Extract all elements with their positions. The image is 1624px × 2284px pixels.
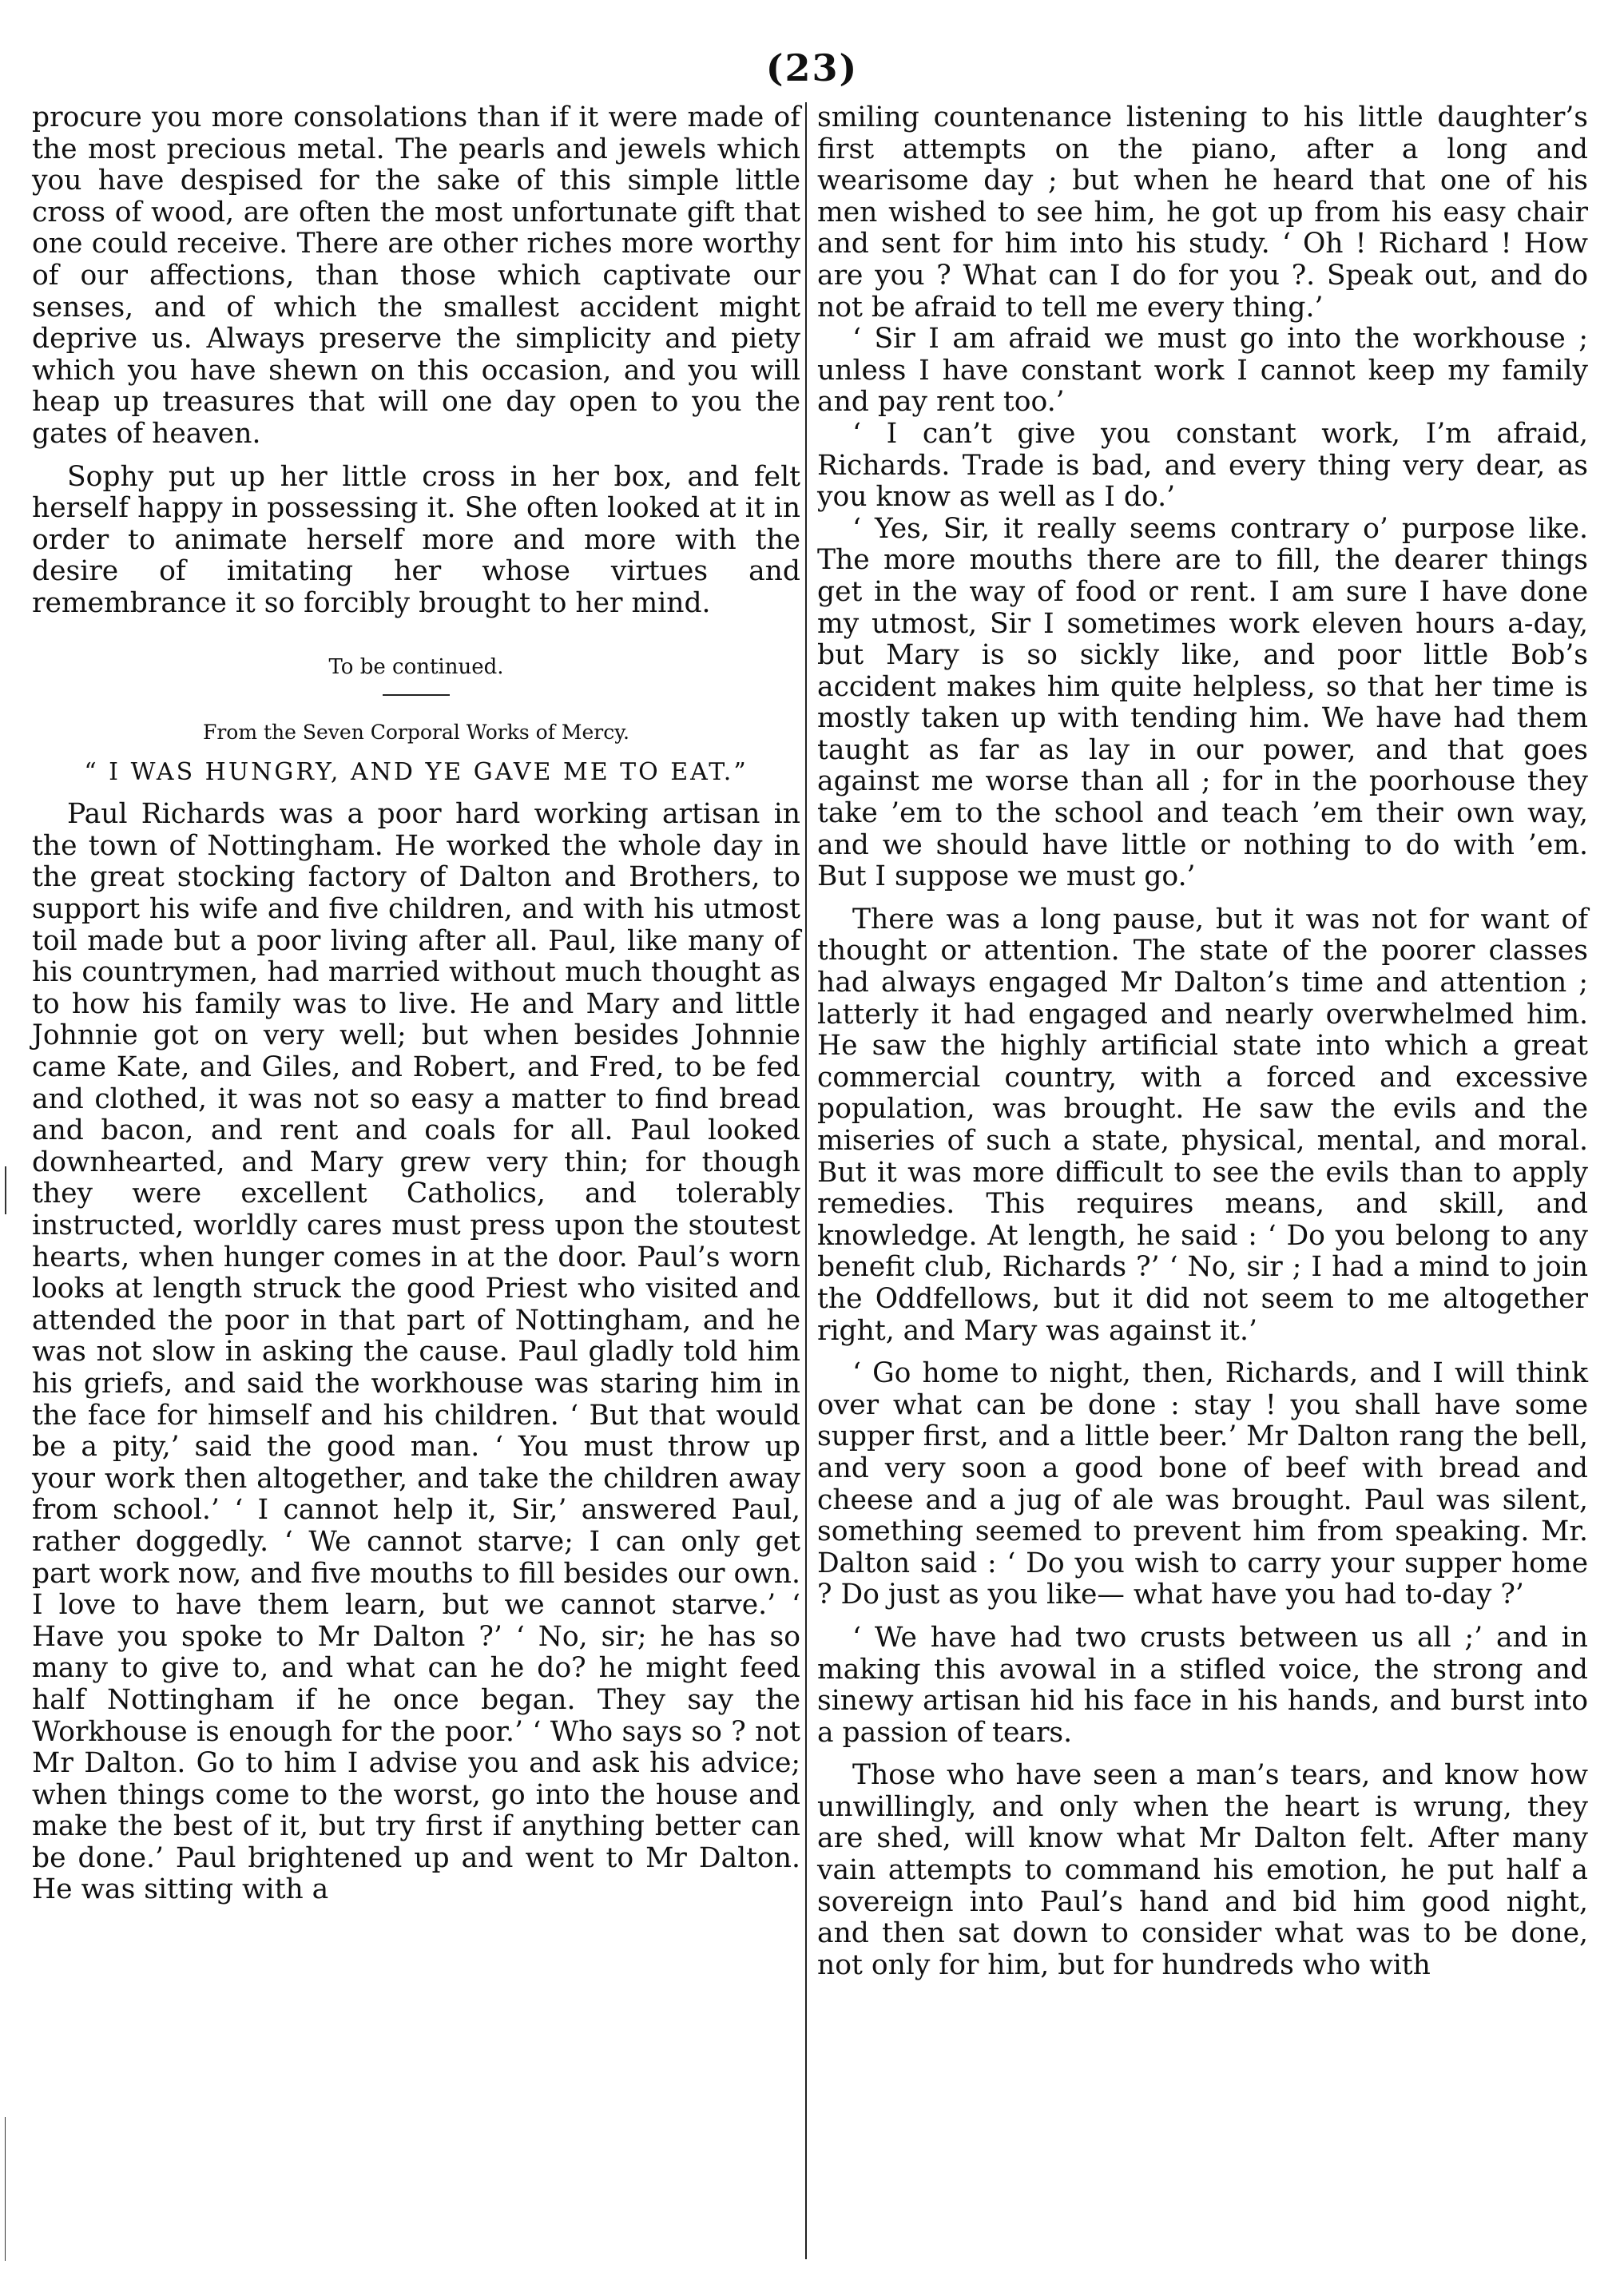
paragraph: ‘ Sir I am afraid we must go into the workhouse ; unless I have constant work I cannot keep my family and pay rent too.’ [817, 323, 1588, 419]
paragraph: ‘ Go home to night, then, Richards, and I will think over what can be done : stay ! you shall have some supper first, and a little beer.’ Mr Dalton rang the bell, and very soon a good bone of beef with bread and cheese and a jug of ale was brought. Paul was silent, something seemed to prevent him from speaking. Mr. Dalton said : ‘ Do you wish to carry your supper home ? Do just as you like— what have you had to-day ?’ [817, 1357, 1588, 1611]
article-headline: “ I WAS HUNGRY, AND YE GAVE ME TO EAT.” [84, 757, 748, 786]
paragraph: Sophy put up her little cross in her box, and felt herself happy in possessing it. She often looked at it in order to animate herself more and more with the desire of imitating her whose virtues and remembrance it so forcibly brought to her mind. [32, 460, 800, 619]
paragraph: ‘ I can’t give you constant work, I’m afraid, Richards. Trade is bad, and every thing very dear, as you know as well as I do.’ [817, 417, 1588, 514]
paragraph: Those who have seen a man’s tears, and know how unwillingly, and only when the heart is wrung, they are shed, will know what Mr Dalton felt. After many vain attempts to command his emotion, he put half a sovereign into Paul’s hand and bid him good night, and then sat down to consider what was to be done, not only for him, but for hundreds who with [817, 1759, 1588, 1981]
left-edge-mark-lower [5, 2117, 6, 2261]
section-divider [383, 694, 450, 696]
paragraph: ‘ We have had two crusts between us all ;’ and in making this avowal in a stifled voice, the strong and sinewy artisan hid his face in his hands, and burst into a passion of tears. [817, 1621, 1588, 1749]
right-column [817, 102, 1588, 1981]
to-be-continued: To be continued. [328, 654, 504, 679]
article-source: From the Seven Corporal Works of Mercy. [202, 721, 630, 745]
page-number: (23) [765, 46, 859, 89]
paragraph: ‘ Yes, Sir, it really seems contrary o’ purpose like. The more mouths there are to fill, the dearer things get in the way of food or rent. I am sure I have done my utmost, Sir I sometimes work eleven hours a-day, but Mary is so sickly like, and poor little Bob’s accident makes him quite helpless, so that her time is mostly taken up with tending him. We have had them taught as far as lay in our power, and that goes against me worse than all ; for in the poorhouse they take ’em to the school and teach ’em their own way, and we should have little or nothing to do with ’em. But I suppose we must go.’ [817, 512, 1588, 893]
left-edge-mark [5, 1166, 6, 1214]
column-divider [805, 102, 807, 2259]
paragraph: There was a long pause, but it was not for want of thought or attention. The state of the poorer classes had always engaged Mr Dalton’s time and attention ; latterly it had engaged and nearly overwhelmed him. He saw the highly artificial state into which a great commercial country, with a forced and excessive population, was brought. He saw the evils and the miseries of such a state, physical, mental, and moral. But it was more difficult to see the evils than to apply remedies. This requires means, and skill, and knowledge. At length, he said : ‘ Do you belong to any benefit club, Richards ?’ ‘ No, sir ; I had a mind to join the Oddfellows, but it did not seem to me altogether right, and Mary was against it.’ [817, 903, 1588, 1347]
paragraph: procure you more consolations than if it were made of the most precious metal. The pearls and jewels which you have despised for the sake of this simple little cross of wood, are often the most unfortunate gift that one could receive. There are other riches more worthy of our affections, than those which captivate our senses, and of which the smallest accident might deprive us. Always preserve the simplicity and piety which you have shewn on this occasion, and you will heap up treasures that will one day open to you the gates of heaven. [32, 101, 800, 450]
left-column [32, 102, 800, 1906]
paragraph: Paul Richards was a poor hard working artisan in the town of Nottingham. He worked the whole day in the great stocking factory of Dalton and Brothers, to support his wife and five children, and with his utmost toil made but a poor living after all. Paul, like many of his countrymen, had married without much thought as to how his family was to live. He and Mary and little Johnnie got on very well; but when besides Johnnie came Kate, and Giles, and Robert, and Fred, to be fed and clothed, it was not so easy a matter to find bread and bacon, and rent and coals for all. Paul looked downhearted, and Mary grew very thin; for though they were excellent Catholics, and tolerably instructed, worldly cares must press upon the stoutest hearts, when hunger comes in at the door. Paul’s worn looks at length struck the good Priest who visited and attended the poor in that part of Nottingham, and he was not slow in asking the cause. Paul gladly told him his griefs, and said the workhouse was staring him in the face for himself and his children. ‘ But that would be a pity,’ said the good man. ‘ You must throw up your work then altogether, and take the children away from school.’ ‘ I cannot help it, Sir,’ answered Paul, rather doggedly. ‘ We cannot starve; I can only get part work now, and five mouths to fill besides our own. I love to have them learn, but we cannot starve.’ ‘ Have you spoke to Mr Dalton ?’ ‘ No, sir; he has so many to give to, and what can he do? he might feed half Nottingham if he once began. They say the Workhouse is enough for the poor.’ ‘ Who says so ? not Mr Dalton. Go to him I advise you and ask his advice; when things come to the worst, go into the house and make the best of it, but try first if anything better can be done.’ Paul brightened up and went to Mr Dalton. He was sitting with a [32, 798, 800, 1906]
paragraph: smiling countenance listening to his little daughter’s first attempts on the piano, after a long and wearisome day ; but when he heard that one of his men wished to see him, he got up from his easy chair and sent for him into his study. ‘ Oh ! Richard ! How are you ? What can I do for you ?. Speak out, and do not be afraid to tell me every thing.’ [817, 101, 1588, 324]
